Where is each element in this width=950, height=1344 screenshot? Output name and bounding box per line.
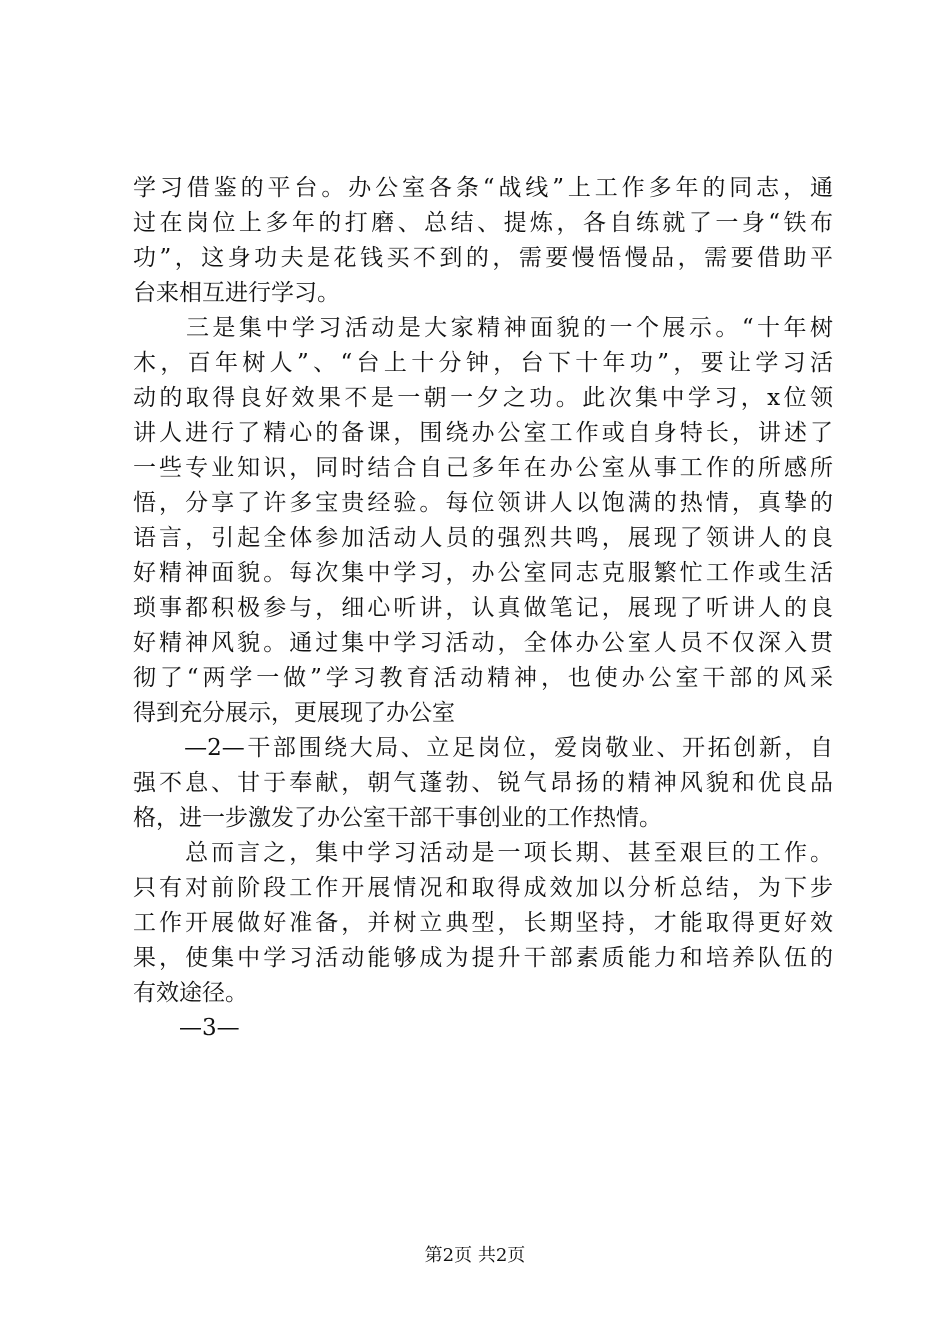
text-line: 好精神面貌。每次集中学习，办公室同志克服繁忙工作或生活 xyxy=(133,560,833,586)
text-line: 强不息、甘于奉献，朝气蓬勃、锐气昂扬的精神风貌和优良品 xyxy=(133,770,833,796)
text-line: 一些专业知识，同时结合自己多年在办公室从事工作的所感所 xyxy=(133,455,833,481)
text-line: 动的取得良好效果不是一朝一夕之功。此次集中学习，x位领 xyxy=(133,385,833,411)
text-line: 格，进一步激发了办公室干部干事创业的工作热情。 xyxy=(133,805,662,831)
text-line: 琐事都积极参与，细心听讲，认真做笔记，展现了听讲人的良 xyxy=(133,595,833,621)
text-line: 木，百年树人”、“台上十分钟，台下十年功”，要让学习活 xyxy=(133,350,833,376)
text-line: 果，使集中学习活动能够成为提升干部素质能力和培养队伍的 xyxy=(133,945,833,971)
text-line: —2—干部围绕大局、立足岗位，爱岗敬业、开拓创新，自 xyxy=(133,735,833,761)
text-line: 好精神风貌。通过集中学习活动，全体办公室人员不仅深入贯 xyxy=(133,630,833,656)
text-line: 学习借鉴的平台。办公室各条“战线”上工作多年的同志，通 xyxy=(133,175,833,201)
text-line: 讲人进行了精心的备课，围绕办公室工作或自身特长，讲述了 xyxy=(133,420,833,446)
page-footer: 第2页 共2页 xyxy=(424,1245,526,1266)
text-line: 过在岗位上多年的打磨、总结、提炼，各自练就了一身“铁布 xyxy=(133,210,833,236)
text-line: 总而言之，集中学习活动是一项长期、甚至艰巨的工作。 xyxy=(133,840,833,866)
text-line: 台来相互进行学习。 xyxy=(133,280,340,306)
page-number-inline: —3— xyxy=(133,1015,240,1041)
text-line: 工作开展做好准备，并树立典型，长期坚持，才能取得更好效 xyxy=(133,910,833,936)
text-line: 悟，分享了许多宝贵经验。每位领讲人以饱满的热情，真挚的 xyxy=(133,490,833,516)
text-line: 只有对前阶段工作开展情况和取得成效加以分析总结，为下步 xyxy=(133,875,833,901)
text-line: 三是集中学习活动是大家精神面貌的一个展示。“十年树 xyxy=(133,315,833,341)
text-line: 功”，这身功夫是花钱买不到的，需要慢悟慢品，需要借助平 xyxy=(133,245,833,271)
text-line: 得到充分展示，更展现了办公室 xyxy=(133,700,455,726)
text-line: 有效途径。 xyxy=(133,980,248,1006)
text-line: 语言，引起全体参加活动人员的强烈共鸣，展现了领讲人的良 xyxy=(133,525,833,551)
text-line: 彻了“两学一做”学习教育活动精神，也使办公室干部的风采 xyxy=(133,665,833,691)
